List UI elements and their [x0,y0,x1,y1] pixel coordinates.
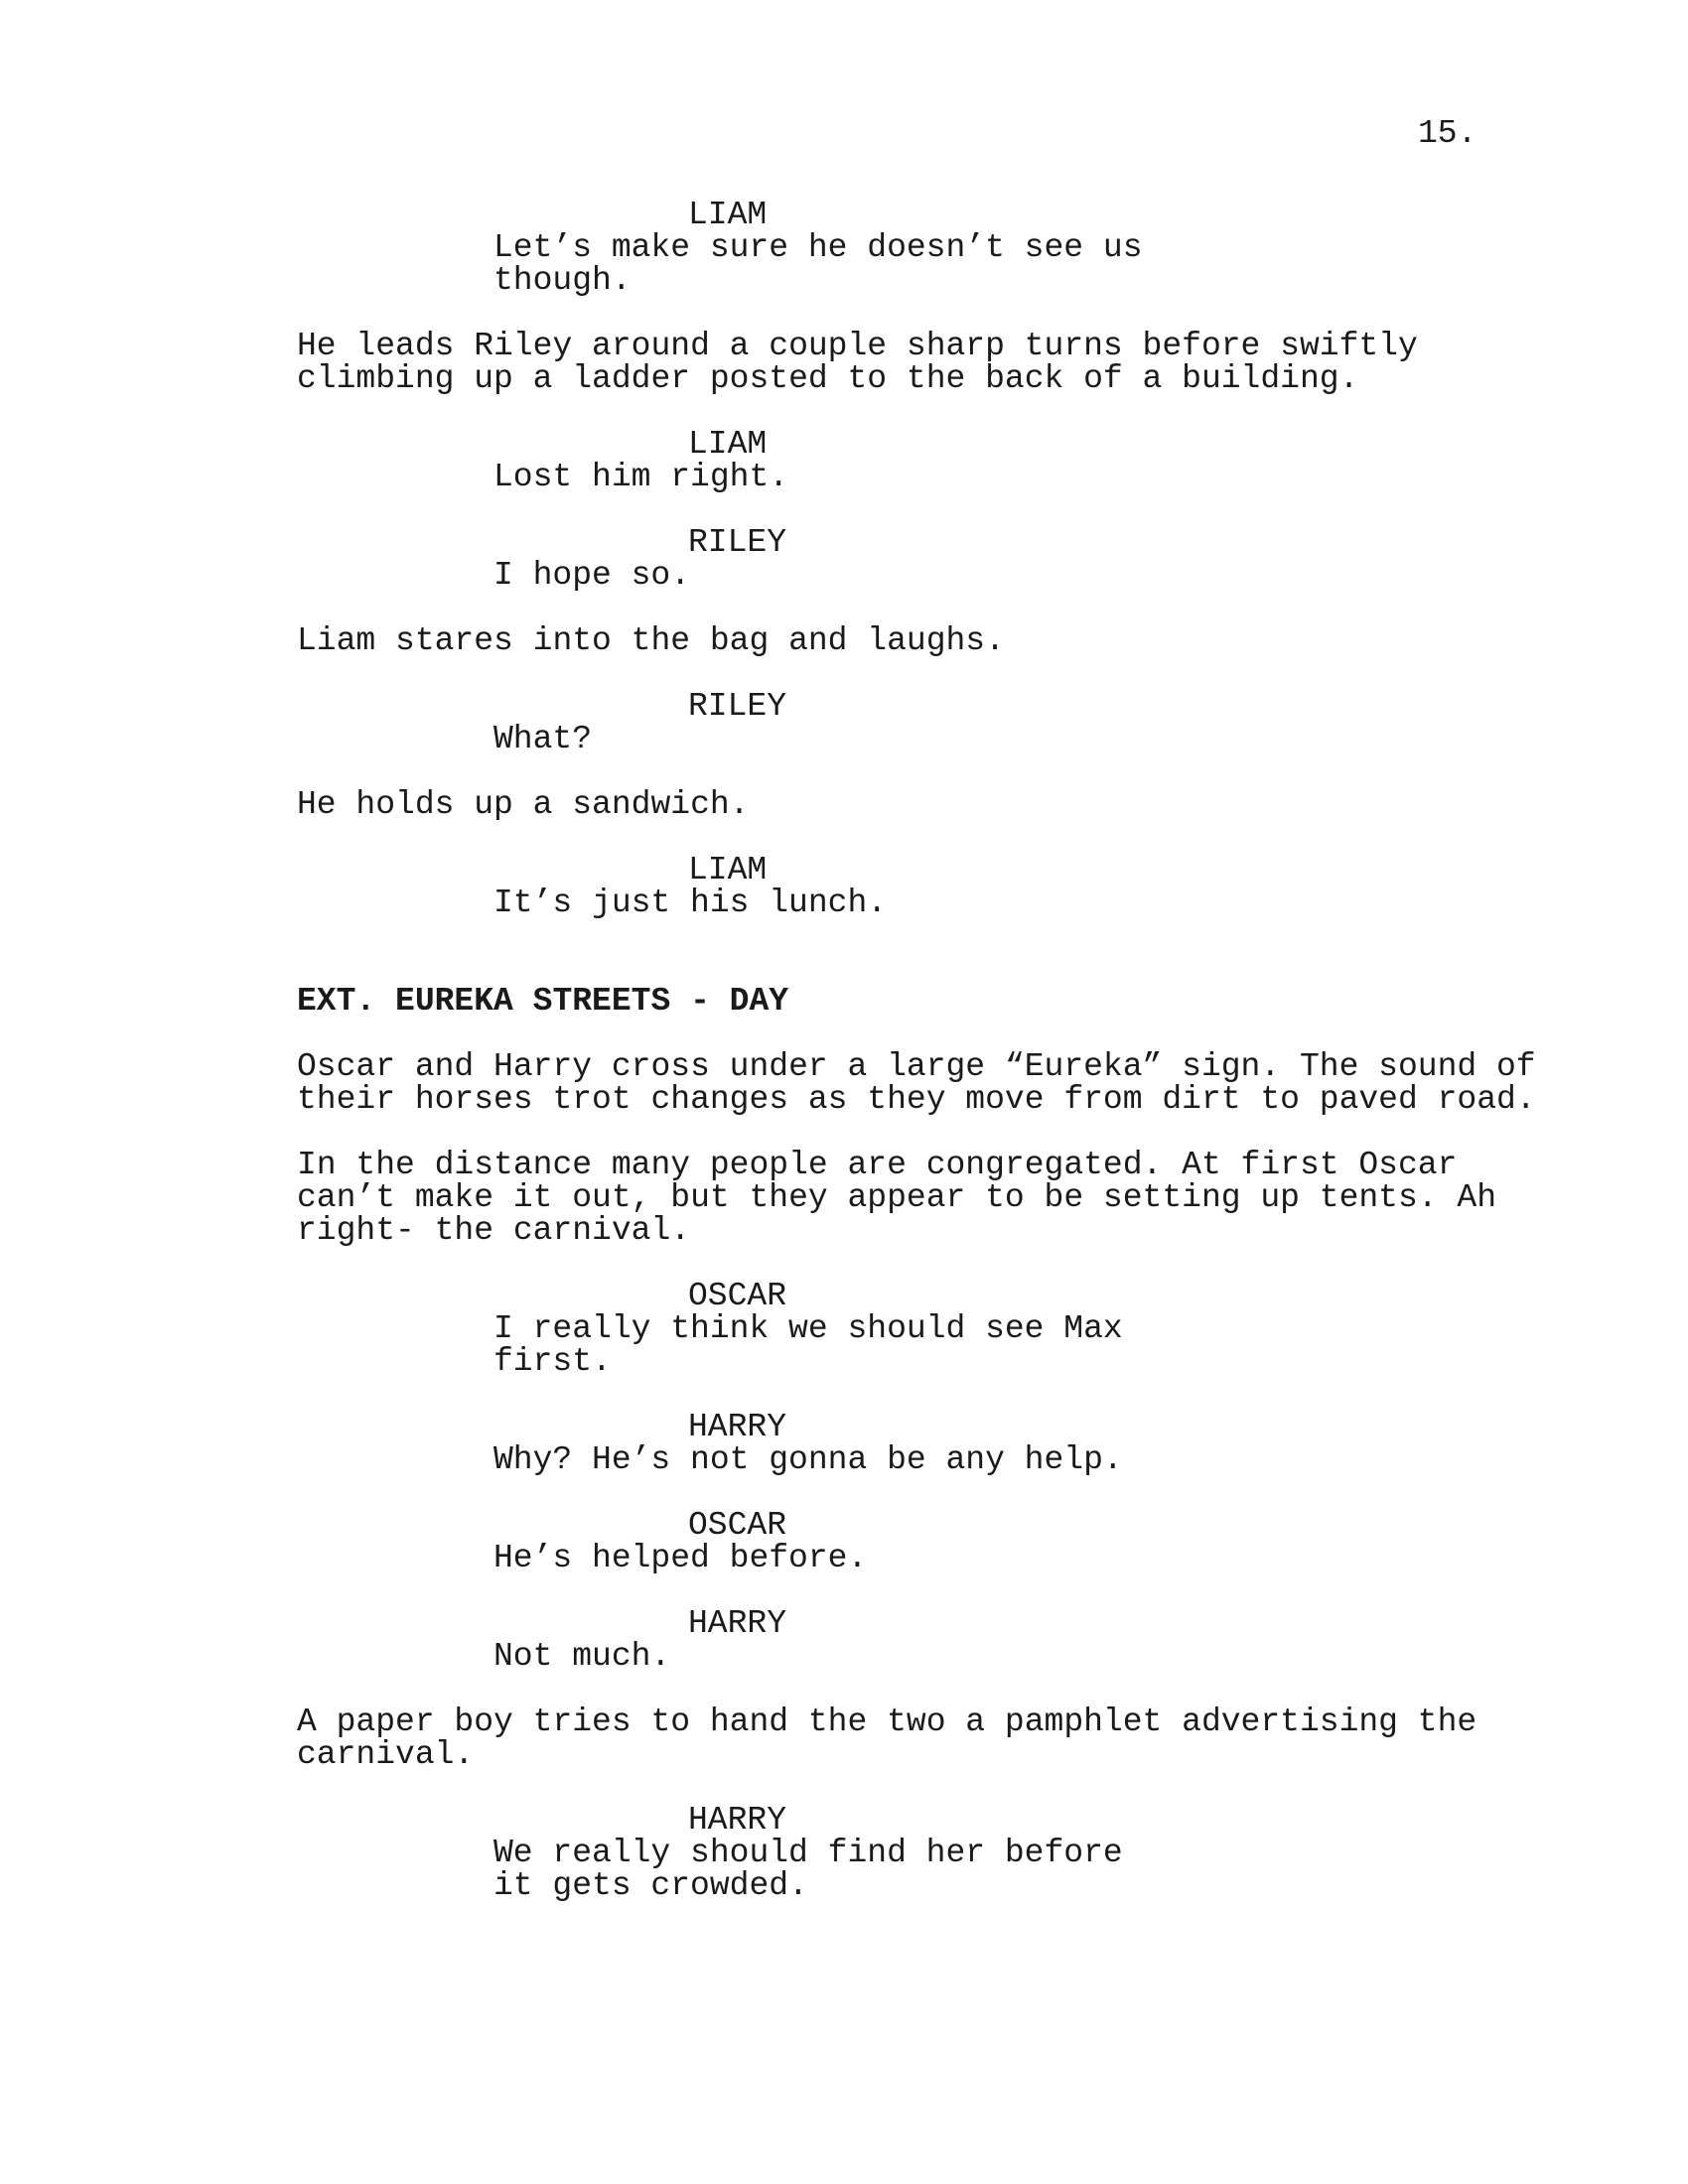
action-line: can’t make it out, but they appear to be setting up tents. Ah [297,1179,1496,1216]
action-line: right- the carnival. [297,1212,691,1249]
dialogue-line: Why? He’s not gonna be any help. [493,1441,1123,1478]
action-line: He holds up a sandwich. [297,786,750,823]
character-name: HARRY [688,1802,787,1839]
action-line: their horses trot changes as they move from dirt to paved road. [297,1081,1536,1118]
action-line: He leads Riley around a couple sharp turns before swiftly [297,328,1418,364]
character-name: OSCAR [688,1507,787,1544]
character-name: LIAM [688,197,768,233]
action-line: Oscar and Harry cross under a large “Eureka” sign. The sound of [297,1048,1536,1085]
character-name: HARRY [688,1605,787,1642]
dialogue-line: What? [493,721,593,757]
dialogue-line: though. [493,262,632,299]
dialogue-line: it gets crowded. [493,1867,808,1904]
character-name: RILEY [688,688,787,725]
character-name: LIAM [688,852,768,888]
dialogue-line: I really think we should see Max [493,1310,1123,1347]
dialogue-line: I hope so. [493,557,691,594]
action-line: A paper boy tries to hand the two a pamphlet advertising the [297,1704,1477,1740]
dialogue-line: We really should find her before [493,1835,1123,1871]
dialogue-line: It’s just his lunch. [493,885,888,921]
character-name: LIAM [688,426,768,463]
action-line: climbing up a ladder posted to the back of a building. [297,360,1359,397]
dialogue-line: He’s helped before. [493,1540,868,1576]
action-line: carnival. [297,1736,475,1773]
dialogue-line: Let’s make sure he doesn’t see us [493,229,1143,266]
character-name: HARRY [688,1409,787,1445]
page-number: 15. [1418,115,1477,152]
character-name: RILEY [688,524,787,561]
dialogue-line: first. [493,1343,612,1380]
scene-heading: EXT. EUREKA STREETS - DAY [297,983,789,1020]
dialogue-line: Not much. [493,1638,671,1675]
dialogue-line: Lost him right. [493,459,789,495]
character-name: OSCAR [688,1278,787,1314]
action-line: In the distance many people are congregated. At first Oscar [297,1147,1458,1183]
action-line: Liam stares into the bag and laughs. [297,622,1005,659]
